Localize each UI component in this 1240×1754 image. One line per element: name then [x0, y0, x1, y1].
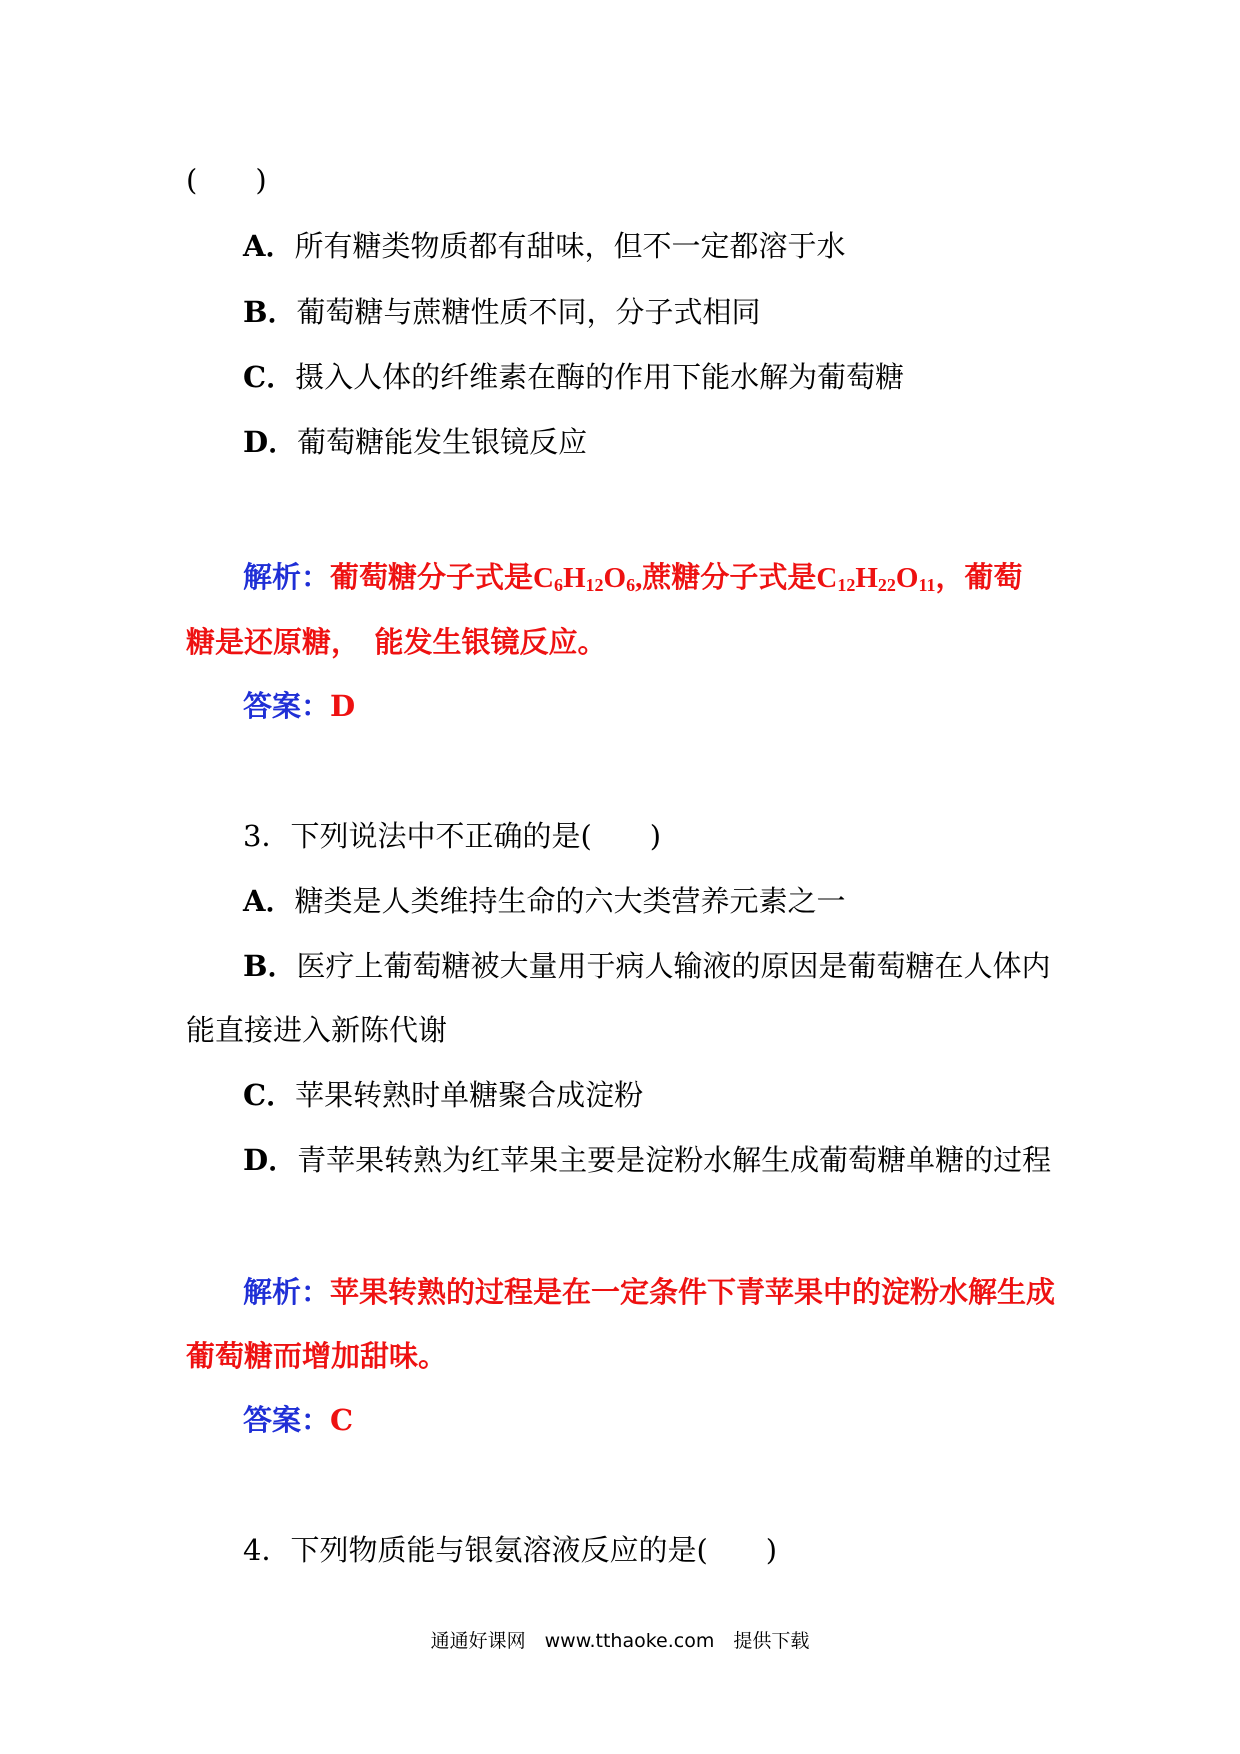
- q4-stem: 4．下列物质能与银氨溶液反应的是( ): [243, 1533, 778, 1567]
- q2-option-a: [243, 226, 846, 266]
- option-text: 所有糖类物质都有甜味，但不一定都溶于水: [294, 229, 846, 263]
- option-text: 糖类是人类维持生命的六大类营养元素之一: [294, 884, 846, 918]
- option-text: 葡萄糖能发生银镜反应: [297, 425, 588, 459]
- analysis-label: 解析：: [243, 1275, 331, 1309]
- analysis-text: 葡萄糖分子式是: [330, 560, 534, 594]
- option-text: 青苹果转熟为红苹果主要是淀粉水解生成葡萄糖单糖的过程: [297, 1143, 1052, 1177]
- q3-option-a: [243, 881, 846, 921]
- q3-option-b-continued: 能直接进入新陈代谢: [186, 1013, 448, 1047]
- page-footer: 通通好课网 www.tthaoke.com 提供下载: [430, 1630, 810, 1652]
- analysis-text: ，葡萄: [935, 560, 1023, 594]
- option-key: C．: [243, 1078, 296, 1112]
- q3-option-d: [243, 1140, 1051, 1180]
- q3-option-c: [243, 1075, 643, 1115]
- q3-analysis-line-2: 葡萄糖而增加甜味。: [186, 1339, 448, 1373]
- analysis-text: 苹果转熟的过程是在一定条件下青苹果中的淀粉水解生成: [330, 1275, 1056, 1309]
- q2-option-d: [243, 422, 587, 462]
- option-key: A．: [243, 229, 295, 263]
- q2-option-b: [243, 292, 761, 332]
- analysis-label: 解析：: [243, 560, 331, 594]
- answer-label: 答案：: [243, 689, 331, 723]
- option-text: 医疗上葡萄糖被大量用于病人输液的原因是葡萄糖在人体内: [296, 949, 1051, 983]
- answer-value: C: [330, 1403, 354, 1437]
- q3-option-b: [243, 946, 1051, 986]
- formula-sucrose: $C_{12}H_{22}O_{11}$: [816, 562, 936, 595]
- option-key: D．: [243, 425, 298, 459]
- q3-answer: [243, 1400, 353, 1440]
- option-key: A．: [243, 884, 295, 918]
- option-key: B．: [243, 949, 297, 983]
- option-text: 苹果转熟时单糖聚合成淀粉: [295, 1078, 644, 1112]
- q3-stem: 3．下列说法中不正确的是( ): [243, 819, 662, 853]
- q3-analysis-line-1: [243, 1272, 1055, 1312]
- q2-analysis-line-1: [243, 557, 1022, 597]
- option-key: B．: [243, 295, 297, 329]
- option-key: D．: [243, 1143, 298, 1177]
- analysis-text: 蔗糖分子式是: [642, 560, 817, 594]
- q2-answer: [243, 686, 355, 726]
- q2-answer-bracket: ( ): [186, 163, 267, 197]
- answer-value: D: [330, 689, 356, 723]
- option-text: 摄入人体的纤维素在酶的作用下能水解为葡萄糖: [295, 360, 905, 394]
- formula-glucose: $C_6H_{12}O_6$,: [533, 562, 643, 595]
- q2-analysis-line-2: 糖是还原糖， 能发生银镜反应。: [186, 625, 607, 659]
- option-key: C．: [243, 360, 296, 394]
- answer-label: 答案：: [243, 1403, 331, 1437]
- q2-option-c: [243, 357, 904, 397]
- option-text: 葡萄糖与蔗糖性质不同，分子式相同: [296, 295, 761, 329]
